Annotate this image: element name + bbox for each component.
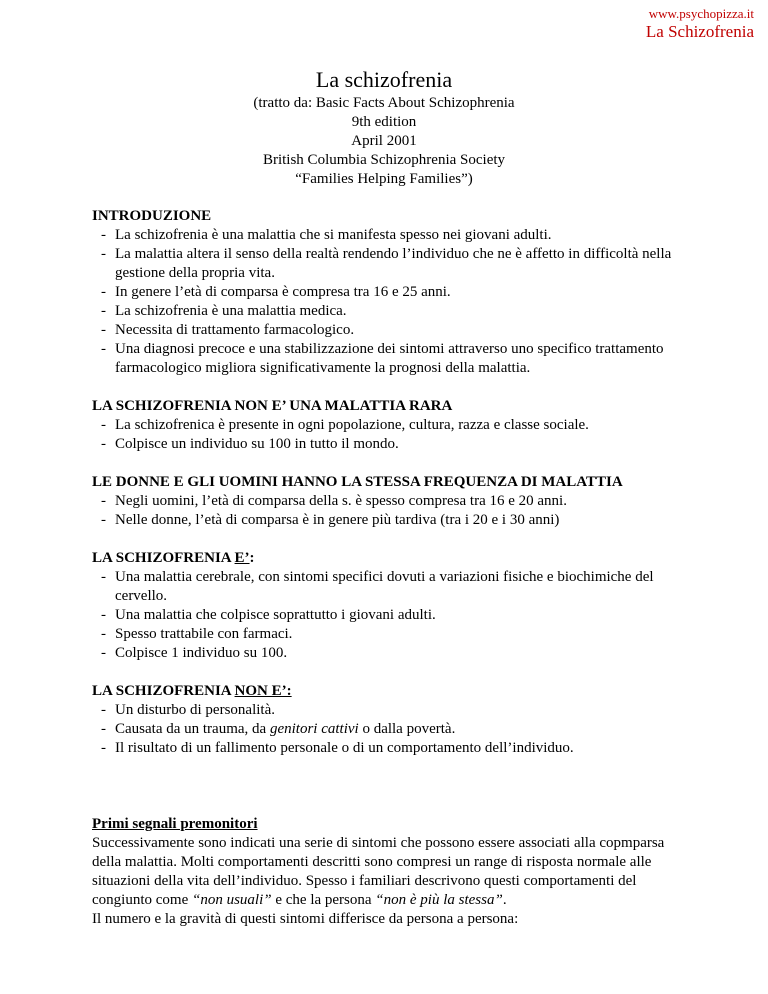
heading-underlined: NON E’: <box>234 683 292 699</box>
heading-suffix: : <box>249 550 255 566</box>
italic-quote: “non è più la stessa” <box>375 892 503 908</box>
list-item: - Una malattia cerebrale, con sintomi specifici dovuti a variazioni fisiche e biochimiche del cervello. <box>92 568 692 606</box>
bullet-list <box>92 701 692 758</box>
list-item: - Necessita di trattamento farmacologico. <box>92 321 692 340</box>
item-italic-text: genitori cattivi <box>269 721 359 737</box>
section-heading: LE DONNE E GLI UOMINI HANNO LA STESSA FREQUENZA DI MALATTIA <box>92 474 623 490</box>
bullet-list <box>92 226 692 378</box>
section-frequency <box>92 473 692 530</box>
bullet-list <box>92 416 692 454</box>
list-item: - Una diagnosi precoce e una stabilizzazione dei sintomi attraverso uno specifico trattamento farmacologico migliora significativamente la prognosi della malattia. <box>92 340 692 378</box>
list-item: - Colpisce 1 individuo su 100. <box>92 644 692 663</box>
section-what-it-is-not <box>92 682 692 758</box>
document-body <box>92 207 692 929</box>
list-item <box>92 720 692 739</box>
list-item: - Spesso trattabile con farmaci. <box>92 625 692 644</box>
paragraph <box>92 834 692 910</box>
heading-prefix: LA SCHIZOFRENIA <box>92 550 235 566</box>
list-item: - La schizofrenia è una malattia che si manifesta spesso nei giovani adulti. <box>92 226 692 245</box>
paragraph-text: e che la persona <box>271 892 376 908</box>
source-line: British Columbia Schizophrenia Society <box>262 152 506 168</box>
paragraph-text: . <box>502 892 507 908</box>
list-item: - La malattia altera il senso della realtà rendendo l’individuo che ne è affetto in difficoltà nella gestione della propria vita. <box>92 245 692 283</box>
bullet-list <box>92 568 692 663</box>
section-warning-signs <box>92 815 692 929</box>
section-what-it-is <box>92 549 692 663</box>
section-heading: Primi segnali premonitori <box>92 816 258 832</box>
list-item: - La schizofrenica è presente in ogni popolazione, cultura, razza e classe sociale. <box>92 416 692 435</box>
bullet-list <box>92 492 692 530</box>
paragraph: Il numero e la gravità di questi sintomi differisce da persona a persona: <box>92 911 519 927</box>
document-title: La schizofrenia <box>315 67 453 92</box>
section-heading: LA SCHIZOFRENIA NON E’ UNA MALATTIA RARA <box>92 398 453 414</box>
header-topic: La Schizofrenia <box>645 22 754 41</box>
source-line: April 2001 <box>351 133 417 149</box>
heading-underlined: E’ <box>234 550 250 566</box>
heading-prefix: LA SCHIZOFRENIA <box>92 683 235 699</box>
source-line: 9th edition <box>351 114 417 130</box>
page-header <box>646 6 754 42</box>
list-item: - Il risultato di un fallimento personale o di un comportamento dell’individuo. <box>92 739 692 758</box>
list-item: - Negli uomini, l’età di comparsa della s. è spesso compresa tra 16 e 20 anni. <box>92 492 692 511</box>
section-introduzione <box>92 207 692 378</box>
section-heading: INTRODUZIONE <box>92 208 212 224</box>
list-item: - Un disturbo di personalità. <box>92 701 692 720</box>
italic-quote: “non usuali” <box>191 892 272 908</box>
title-block <box>0 66 768 189</box>
list-item: - Nelle donne, l’età di comparsa è in genere più tardiva (tra i 20 e i 30 anni) <box>92 511 692 530</box>
list-item: - La schizofrenia è una malattia medica. <box>92 302 692 321</box>
source-line: “Families Helping Families”) <box>295 171 473 187</box>
spacer <box>92 777 692 815</box>
section-heading <box>92 549 692 568</box>
list-item: - Una malattia che colpisce soprattutto i giovani adulti. <box>92 606 692 625</box>
paragraph-text: Successivamente sono indicati una serie di sintomi che possono essere associati alla copmparsa della malattia. Molti comportamenti descritti sono compresi un range di risposta normale alle situazioni della vita dell’individuo. Spesso i familiari descrivono questi comportamenti del congiunto come <box>92 835 665 908</box>
list-item: - Colpisce un individuo su 100 in tutto il mondo. <box>92 435 692 454</box>
source-line: (tratto da: Basic Facts About Schizophrenia <box>253 95 515 111</box>
list-item: - In genere l’età di comparsa è compresa tra 16 e 25 anni. <box>92 283 692 302</box>
header-site-url: www.psychopizza.it <box>648 6 754 21</box>
item-text: o dalla povertà. <box>358 721 456 737</box>
item-text: Causata da un trauma, da <box>115 721 270 737</box>
section-heading <box>92 682 692 701</box>
section-not-rare <box>92 397 692 454</box>
